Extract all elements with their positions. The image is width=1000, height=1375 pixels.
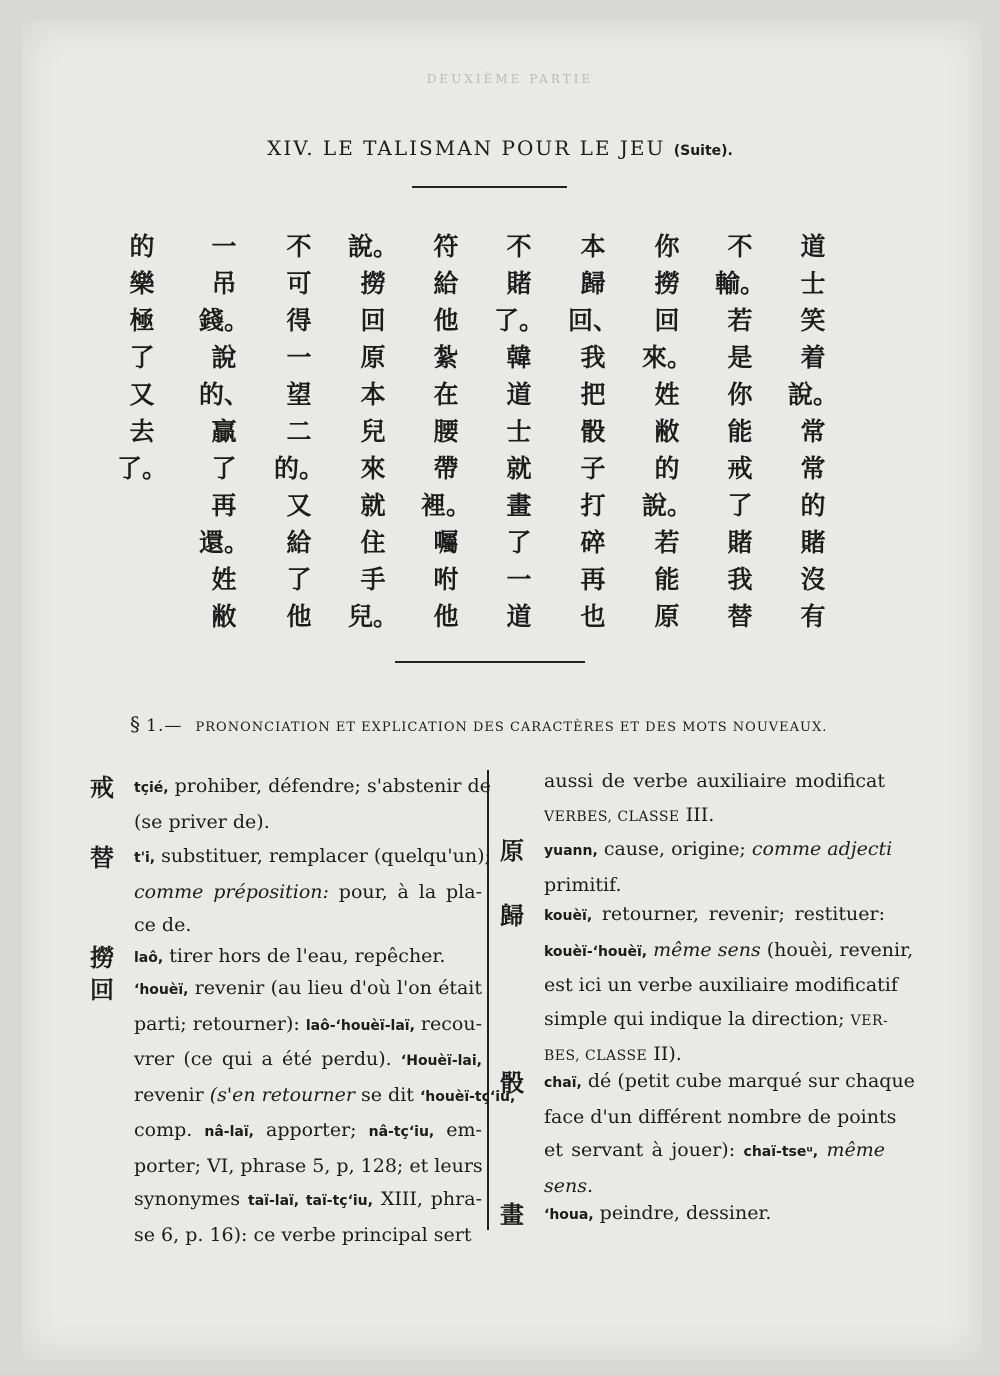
chinese-character: 一 [286, 343, 312, 372]
chinese-character: 道 [800, 232, 826, 261]
chinese-character: 贏 [211, 417, 237, 446]
chinese-character: 不 [286, 232, 312, 261]
definition-text: substituer, remplacer (quelqu'un); [155, 845, 491, 867]
chinese-character: 把 [580, 380, 606, 409]
chinese-character: 紮 [433, 343, 459, 372]
entry-character: 戒 [90, 774, 114, 802]
chinese-character: 一 [506, 565, 532, 594]
romanization: yuann, [544, 843, 598, 859]
chinese-text-block [0, 228, 1000, 643]
definition-text: recou- [414, 1012, 482, 1035]
definition-text: (se priver de). [134, 810, 270, 833]
chinese-column [117, 228, 168, 487]
chinese-character: 錢。 [199, 306, 250, 335]
entry-character: 回 [90, 976, 114, 1004]
title-text: XIV. LE TALISMAN POUR LE JEU [267, 136, 666, 160]
chinese-character: 他 [286, 602, 312, 631]
chinese-character: 道 [506, 380, 532, 409]
entry-character: 歸 [500, 902, 524, 930]
chinese-character: 了。 [117, 454, 168, 483]
chinese-character: 敝 [211, 602, 237, 631]
chinese-character: 他 [433, 306, 459, 335]
chinese-character: 也 [580, 602, 606, 631]
definition-text: pour, à la pla- [328, 880, 482, 903]
glossary-entry [500, 898, 914, 1066]
romanization: kouèï-ʻhouèï, [544, 943, 648, 960]
chinese-character: 原 [360, 343, 386, 372]
definition-text: face d'un différent nombre de points [544, 1105, 897, 1128]
chinese-character: 在 [433, 380, 459, 409]
definition-text: parti; retourner): [134, 1012, 306, 1035]
definition-text: comme adjecti [751, 838, 893, 860]
definition-text: em- [434, 1119, 482, 1141]
chinese-column [715, 228, 766, 635]
definition-line [544, 969, 898, 1003]
glossary-entry [500, 833, 893, 900]
definition-line [134, 972, 482, 1008]
definition-line [544, 1003, 889, 1039]
chinese-character: 望 [286, 380, 312, 409]
definition-text: revenir (au lieu d'où l'on était [188, 977, 482, 999]
chinese-character: 給 [286, 528, 312, 557]
definition-text: VERBES, CLASSE [544, 808, 680, 825]
chinese-character: 若 [727, 306, 753, 335]
definition-line [544, 1197, 885, 1233]
chinese-character: 了。 [494, 306, 545, 335]
definition-text: est ici un verbe auxiliaire modificatif [544, 974, 898, 996]
definition-text: III. [679, 803, 715, 826]
chinese-character: 給 [433, 269, 459, 298]
definition-text: revenir [134, 1083, 210, 1106]
chinese-character: 常 [800, 417, 826, 446]
definition-text: dé (petit cube marqué sur chaque [581, 1070, 915, 1092]
chinese-character: 我 [580, 343, 606, 372]
chinese-character: 再 [211, 491, 237, 520]
chinese-character: 回 [360, 306, 386, 335]
definition-text: (s'en retourner [209, 1083, 355, 1106]
chinese-column [642, 228, 693, 635]
glossary-entry [500, 1197, 885, 1231]
chinese-character: 囑 [433, 528, 459, 557]
definition-text: XIII, phra- [372, 1188, 482, 1210]
definition-text: prohiber, défendre; s'abstenir de [168, 775, 491, 797]
romanization: t'i, [134, 850, 156, 866]
chinese-character: 說。 [348, 232, 399, 261]
chinese-character: 得 [286, 306, 312, 335]
chinese-character: 兒 [360, 417, 386, 446]
definition-line [544, 799, 885, 835]
chinese-character: 了 [211, 454, 237, 483]
romanization: ʻhouèï-tçʻiu, [419, 1088, 516, 1105]
definition-text: VER- [850, 1012, 889, 1029]
definition-text: BES, CLASSE [544, 1048, 648, 1064]
entry-definition [544, 765, 885, 834]
chinese-character: 來。 [642, 343, 693, 372]
glossary-entry [90, 770, 491, 837]
chinese-character: 不 [727, 232, 753, 261]
chinese-character: 碎 [580, 528, 606, 557]
chinese-character: 就 [360, 491, 386, 520]
chinese-character: 撈 [654, 269, 680, 298]
entry-definition [544, 1197, 885, 1233]
chinese-character: 的 [654, 454, 680, 483]
definition-text: comp. [134, 1119, 205, 1141]
chinese-character: 住 [360, 528, 386, 557]
entry-character: 畫 [500, 1201, 524, 1229]
romanization: ʻhoua, [544, 1207, 594, 1223]
chinese-character: 本 [580, 232, 606, 261]
section-symbol: § [130, 712, 141, 736]
chinese-character: 着 [800, 343, 826, 372]
chinese-character: 賭 [727, 528, 753, 557]
definition-text: sens. [544, 1174, 594, 1197]
definition-text: tirer hors de l'eau, repêcher. [163, 945, 446, 967]
chinese-character: 本 [360, 380, 386, 409]
chinese-character: 可 [286, 269, 312, 298]
entry-definition [134, 770, 491, 839]
chinese-character: 畫 [506, 491, 532, 520]
chinese-character: 了 [129, 343, 155, 372]
chinese-character: 輸。 [715, 269, 766, 298]
chinese-character: 了 [506, 528, 532, 557]
definition-line [544, 869, 885, 903]
chinese-character: 手 [360, 565, 386, 594]
definition-line [134, 1008, 482, 1044]
chinese-character: 打 [580, 491, 606, 520]
definition-line [544, 1101, 897, 1135]
chinese-character: 有 [800, 602, 826, 631]
chinese-character: 去 [129, 417, 155, 446]
romanization: laô-ʻhouèï-laï, [305, 1017, 415, 1034]
chinese-character: 裡。 [421, 491, 472, 520]
definition-line [544, 898, 885, 934]
chinese-character: 若 [654, 528, 680, 557]
romanization: chaï, [544, 1075, 582, 1091]
definition-text: même [826, 1139, 885, 1161]
entry-definition [134, 940, 482, 976]
entry-definition [134, 972, 516, 1252]
definition-line [544, 833, 893, 869]
definition-text: comme préposition: [134, 880, 329, 903]
definition-line [134, 840, 491, 876]
chinese-character: 又 [286, 491, 312, 520]
chinese-character: 賭 [506, 269, 532, 298]
definition-text: synonymes [134, 1188, 249, 1210]
chinese-character: 的、 [199, 380, 250, 409]
chinese-column [199, 228, 250, 635]
section-number: 1.— [146, 716, 183, 736]
chinese-character: 還。 [199, 528, 250, 557]
entry-character: 骰 [500, 1069, 524, 1097]
definition-line [134, 1043, 482, 1079]
chinese-character: 回 [654, 306, 680, 335]
chinese-character: 符 [433, 232, 459, 261]
glossary-entry [90, 840, 491, 941]
chinese-column [421, 228, 472, 635]
chinese-character: 士 [506, 417, 532, 446]
title-suite: (Suite). [673, 143, 733, 159]
definition-line [544, 934, 914, 970]
chinese-character: 說。 [642, 491, 693, 520]
chinese-character: 姓 [654, 380, 680, 409]
entry-definition [544, 1065, 915, 1203]
glossary-entry [90, 972, 516, 1246]
definition-text: aussi de verbe auxiliaire modificat [544, 770, 885, 792]
entry-character: 原 [500, 837, 524, 865]
chinese-character: 說。 [788, 380, 839, 409]
section-heading-text: PRONONCIATION ET EXPLICATION DES CARACTÈRES ET DES MOTS NOUVEAUX. [195, 720, 828, 735]
chinese-character: 的 [129, 232, 155, 261]
chinese-character: 撈 [360, 269, 386, 298]
chinese-character: 姓 [211, 565, 237, 594]
definition-line [134, 909, 482, 943]
romanization: tçié, [134, 780, 169, 796]
chinese-character: 了 [286, 565, 312, 594]
chinese-character: 沒 [800, 565, 826, 594]
chinese-column [348, 228, 399, 635]
chinese-column [274, 228, 325, 635]
chinese-character: 原 [654, 602, 680, 631]
definition-line [134, 770, 491, 806]
chinese-character: 又 [129, 380, 155, 409]
definition-line [134, 876, 482, 910]
definition-line [544, 1134, 885, 1170]
chinese-character: 樂 [129, 269, 155, 298]
chinese-character: 笑 [800, 306, 826, 335]
chinese-character: 極 [129, 306, 155, 335]
chinese-character: 能 [727, 417, 753, 446]
chinese-character: 常 [800, 454, 826, 483]
entry-definition [544, 833, 893, 902]
romanization: ʻHouèï-lai, [400, 1053, 482, 1069]
chinese-character: 的。 [274, 454, 325, 483]
chinese-character: 歸 [580, 269, 606, 298]
glossary-entry [500, 765, 885, 832]
chinese-character: 咐 [433, 565, 459, 594]
definition-text: (houèi, revenir, [760, 938, 914, 961]
romanization: laô, [134, 950, 164, 966]
romanization: nâ-laï, [204, 1124, 254, 1140]
chinese-character: 你 [727, 380, 753, 409]
chinese-character: 一 [211, 232, 237, 261]
chinese-character: 吊 [211, 269, 237, 298]
chinese-character: 我 [727, 565, 753, 594]
definition-line [134, 1079, 516, 1115]
chinese-character: 了 [727, 491, 753, 520]
chinese-column [568, 228, 619, 635]
glossary-entry [90, 940, 482, 974]
entry-character: 替 [90, 844, 114, 872]
section-heading [130, 712, 850, 736]
chinese-column [494, 228, 545, 635]
chinese-character: 韓 [506, 343, 532, 372]
entry-character: 撈 [90, 944, 114, 972]
definition-text: II). [647, 1043, 682, 1065]
definition-text: se dit [354, 1083, 420, 1106]
definition-text: peindre, dessiner. [593, 1202, 772, 1224]
romanization: nâ-tçʻiu, [368, 1124, 435, 1140]
definition-text: se 6, p. 16): ce verbe principal sert [134, 1223, 472, 1246]
definition-text: cause, origine; [597, 838, 752, 860]
chinese-character: 不 [506, 232, 532, 261]
definition-line [134, 1183, 482, 1219]
definition-text: retourner, revenir; restituer: [592, 903, 885, 925]
chinese-column [788, 228, 839, 635]
entry-definition [134, 840, 491, 943]
chinese-character: 他 [433, 602, 459, 631]
definition-line [134, 1150, 482, 1184]
romanization: chaï-tseᵘ, [743, 1144, 819, 1160]
definition-text: porter; VI, phrase 5, p, 128; et leurs [134, 1154, 483, 1177]
column-divider [487, 770, 489, 1230]
romanization: ʻhouèï, [134, 982, 189, 998]
chinese-character: 兒。 [348, 602, 399, 631]
chinese-character: 二 [286, 417, 312, 446]
definition-text: apporter; [253, 1119, 369, 1141]
chinese-character: 能 [654, 565, 680, 594]
section-title [0, 136, 1000, 160]
bottom-rule [395, 661, 585, 663]
chinese-character: 賭 [800, 528, 826, 557]
definition-line [544, 1065, 915, 1101]
chinese-character: 回、 [568, 306, 619, 335]
definition-line [544, 765, 885, 799]
chinese-character: 腰 [433, 417, 459, 446]
chinese-character: 替 [727, 602, 753, 631]
chinese-character: 說 [211, 343, 237, 372]
running-head: DEUXIÈME PARTIE [426, 72, 594, 86]
chinese-character: 再 [580, 565, 606, 594]
top-rule [412, 186, 567, 188]
chinese-character: 是 [727, 343, 753, 372]
definition-line [134, 1114, 482, 1150]
chinese-character: 道 [506, 602, 532, 631]
definition-text: simple qui indique la direction; [544, 1007, 851, 1030]
chinese-character: 骰 [580, 417, 606, 446]
romanization: kouèï, [544, 908, 593, 924]
romanization: taï-laï, taï-tçʻiu, [248, 1193, 373, 1209]
definition-line [134, 806, 482, 840]
entry-definition [544, 898, 914, 1074]
chinese-character: 戒 [727, 454, 753, 483]
definition-text: et servant à jouer): [544, 1139, 744, 1161]
definition-text: même sens [653, 938, 761, 961]
chinese-character: 敝 [654, 417, 680, 446]
chinese-character: 的 [800, 491, 826, 520]
definition-line [134, 1219, 482, 1253]
chinese-character: 士 [800, 269, 826, 298]
definition-line [134, 940, 482, 976]
definition-text: ce de. [134, 914, 192, 936]
definition-text: vrer (ce qui a été perdu). [134, 1048, 401, 1070]
chinese-character: 來 [360, 454, 386, 483]
chinese-character: 子 [580, 454, 606, 483]
glossary-entry [500, 1065, 915, 1199]
definition-text: primitif. [544, 873, 622, 896]
chinese-character: 你 [654, 232, 680, 261]
chinese-character: 帶 [433, 454, 459, 483]
chinese-character: 就 [506, 454, 532, 483]
